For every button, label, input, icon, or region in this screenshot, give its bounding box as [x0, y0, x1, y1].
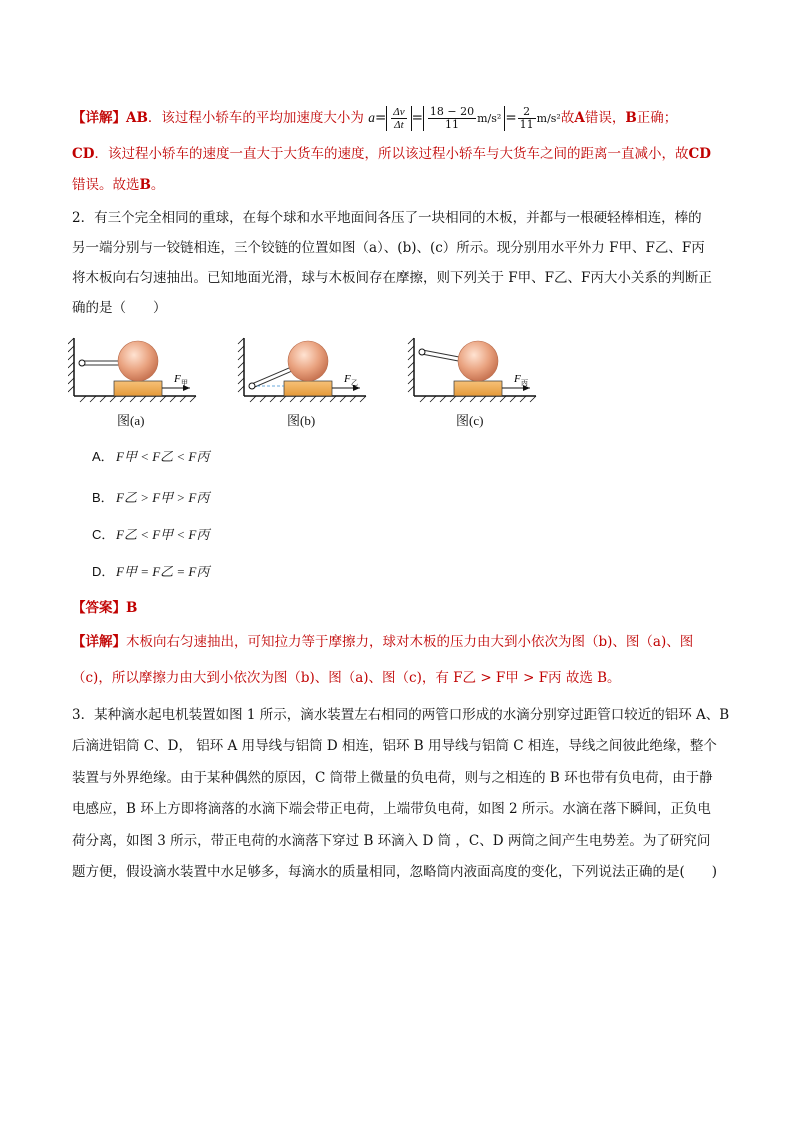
q3-line2: 后滴进铝筒 C、D， 铝环 A 用导线与铝筒 D 相连，铝环 B 用导线与铝筒 C 相连，导线之间彼此绝缘，整个: [72, 738, 717, 754]
option-ref: CD: [72, 146, 95, 162]
text: 正确；: [636, 110, 678, 126]
unit: m/s²: [536, 112, 561, 125]
q3-line6: 题方便，假设滴水装置中水足够多，每滴水的质量相同，忽略筒内液面高度的变化，下列说法正确的是( ): [72, 864, 718, 880]
detail1-text: ．该过程小轿车的平均加速度大小为: [147, 110, 364, 126]
option-label: D．: [92, 564, 115, 579]
q2-line4: 确的是（ ）: [72, 300, 167, 316]
answer-value: B: [126, 600, 138, 616]
force-label-a: F: [174, 373, 181, 385]
force-label-b: F: [344, 373, 351, 385]
detail-label: 【详解】: [72, 110, 126, 126]
frac-3: [518, 106, 536, 131]
detail-label: 【详解】: [72, 634, 126, 650]
option-b[interactable]: [92, 489, 209, 508]
q2-detail-line1: [72, 632, 693, 652]
detail-text: 木板向右匀速抽出，可知拉力等于摩擦力，球对木板的压力由大到小依次为图（b)、图（a)、图: [126, 634, 694, 650]
option-d[interactable]: [92, 563, 209, 582]
figure-a: [68, 338, 196, 402]
frac-den: 11: [445, 118, 460, 131]
option-ref: CD: [688, 146, 711, 162]
option-ref: B: [625, 110, 637, 126]
frac-den: Δt: [394, 119, 404, 131]
text: ．该过程小轿车的速度一直大于大货车的速度，所以该过程小轿车与大货车之间的距离一直减小，故: [94, 146, 689, 162]
text: 错误。故选: [72, 177, 140, 193]
option-expr: F甲 = F乙 = F丙: [116, 564, 210, 579]
text: 错误，: [584, 110, 626, 126]
q2-line2: 另一端分别与一铰链相连，三个铰链的位置如图（a）、(b)、(c）所示。现分别用水平外力 F甲、F乙、F丙: [72, 240, 705, 256]
figure-b-caption: 图(b): [287, 413, 316, 428]
q3-line1: 3．某种滴水起电机装置如图 1 所示，滴水装置左右相同的两管口形成的水滴分别穿过距管口较近的铝环 A、B: [72, 707, 730, 723]
answer-label: 【答案】: [72, 600, 126, 616]
frac-num: Δv: [393, 106, 405, 118]
option-expr: F乙 < F甲 < F丙: [116, 527, 210, 542]
force-sub-a: 甲: [181, 379, 188, 387]
q3-line3: 装置与外界绝缘。由于某种偶然的原因，C 筒带上微量的负电荷，则与之相连的 B 环也带有负电荷，由于静: [72, 770, 713, 786]
option-c[interactable]: [92, 526, 209, 545]
abs-frac-1: [386, 106, 411, 131]
figure-b: [238, 338, 366, 402]
frac-den: 11: [519, 118, 534, 131]
force-sub-b: 乙: [351, 379, 358, 387]
frac-num: 18 − 20: [429, 105, 475, 118]
option-ref: A: [574, 110, 585, 126]
text: 。: [150, 177, 165, 193]
figure-c: [408, 338, 536, 402]
q3-line5: 荷分离，如图 3 所示，带正电荷的水滴落下穿过 B 环滴入 D 筒 ，C、D 两筒之间产生电势差。为了研究问: [72, 833, 711, 849]
ab-label: AB: [126, 110, 148, 126]
q2-line1: 2．有三个完全相同的重球，在每个球和水平地面间各压了一块相同的木板，并都与一根硬轻棒相连，棒的: [72, 210, 702, 226]
figure-c-caption: 图(c): [456, 413, 484, 428]
option-ref: B: [139, 177, 151, 193]
option-label: A．: [92, 449, 114, 464]
q2-detail-line2: （c)，所以摩擦力由大到小依次为图（b)、图（a)、图（c)，有 F乙 > F甲 > F丙 故选 B。: [72, 670, 621, 686]
detail1-line3: [72, 175, 164, 195]
detail1-line1: 【详解】AB．该过程小轿车的平均加速度大小为 a= $\frac{\Delta v}{\Delta t}$ = $\frac{18 - 20}{11}$ m/s² = $\frac{2}{11}$ m/s²故A错误，B正确；: [72, 105, 678, 131]
unit: m/s²: [477, 112, 502, 125]
figure-a-caption: 图(a): [117, 413, 145, 428]
q2-line3: 将木板向右匀速抽出。已知地面光滑，球与木板间存在摩擦，则下列关于 F甲、F乙、F丙大小关系的判断正: [72, 270, 712, 286]
option-expr: F甲 < F乙 < F丙: [116, 449, 210, 464]
abs-frac-2: [423, 106, 505, 131]
answer-line: [72, 598, 137, 618]
eq-sign: =: [374, 110, 387, 126]
accel-var: a: [368, 110, 375, 125]
text: 故: [560, 110, 575, 126]
figures-svg: [68, 330, 548, 408]
option-a[interactable]: [92, 448, 209, 467]
option-expr: F乙 > F甲 > F丙: [116, 490, 210, 505]
option-label: B．: [92, 490, 114, 505]
frac-num: 2: [518, 106, 536, 119]
force-label-c: F: [514, 373, 521, 385]
option-label: C．: [92, 527, 115, 542]
force-sub-c: 丙: [521, 379, 528, 387]
detail1-line2: [72, 144, 711, 164]
q3-line4: 电感应，B 环上方即将滴落的水滴下端会带正电荷，上端带负电荷，如图 2 所示。水滴在落下瞬间，正负电: [72, 801, 711, 817]
